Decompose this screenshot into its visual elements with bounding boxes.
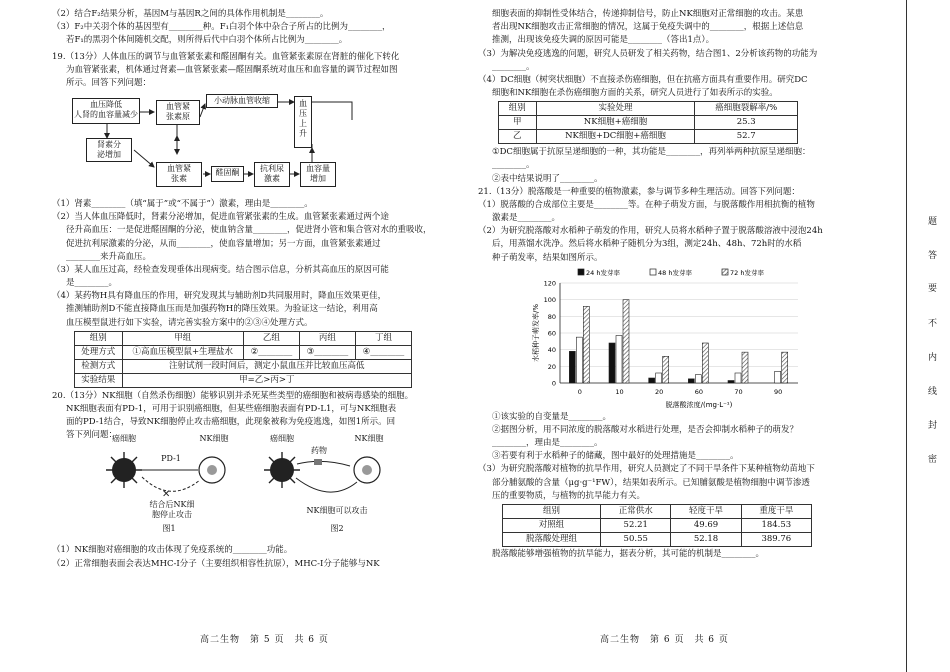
table-cell: NK细胞+DC细胞+癌细胞: [536, 130, 695, 144]
text-line: 种子萌发率，结果如图所示。: [492, 252, 603, 263]
box-angiotensin: 血管紧 张素: [156, 162, 202, 187]
table-cell: 检测方式: [75, 359, 123, 373]
q20-4-and-q21: [478, 146, 868, 265]
bar-2: [782, 352, 788, 383]
text-line: 20.（13分）NK细胞（自然杀伤细胞）能够识别并杀死某些类型的癌细胞和被病毒感染的细胞。: [52, 390, 414, 401]
label-nk-stop: 结合后NK细 胞停止攻击: [149, 500, 195, 520]
text-line: 面的PD-1结合，导致NK细胞停止攻击癌细胞，此现象被称为免疫逃逸，如图1所示。回: [66, 417, 396, 428]
binding-char: 内: [928, 353, 938, 363]
table-row: [75, 359, 412, 373]
q19-intro: [52, 51, 440, 91]
text-line: 脱落酸能够增强植物的抗旱能力，据表分析，其可能的机制是________。: [492, 548, 765, 559]
bar-0: [609, 343, 615, 383]
text-line: （4）DC细胞（树突状细胞）不直接杀伤癌细胞，但在抗癌方面具有重要作用。研究DC: [478, 74, 808, 85]
y-tick-label: 60: [547, 329, 556, 338]
text-line: 细胞和NK细胞在杀伤癌细胞方面的关系，研究人员进行了如表所示的实验。: [492, 88, 778, 99]
table-cell: ③________: [299, 345, 355, 359]
table-row: [75, 345, 412, 359]
box-adh: 抗利尿 激素: [254, 162, 290, 187]
q20-continued: [478, 8, 868, 100]
label-nk-cell: NK细胞: [354, 434, 384, 444]
text-line: ________，理由是________。: [492, 438, 603, 449]
text-line: ③若要有利于水稻种子的储藏，图中最好的处理措施是________。: [492, 451, 739, 462]
label-cancer-cell: 癌细胞: [112, 434, 136, 444]
table-cell: 实验处理: [536, 102, 695, 116]
table-cell: 组别: [75, 331, 123, 345]
table-cell: 对照组: [503, 518, 601, 532]
table-row: [503, 504, 812, 518]
legend-label: 24 h发芽率: [586, 268, 620, 277]
text-line: （3）为解决免疫逃逸的问题，研究人员研发了相关药物，结合图1、2分析该药物的功能为: [478, 48, 818, 59]
q19-table: [74, 331, 412, 388]
x-tick-label: 20: [655, 387, 664, 396]
svg-text:✕: ✕: [162, 489, 171, 501]
right-column: [478, 8, 868, 561]
binding-char: 题: [928, 217, 938, 227]
text-line: （4）某药物H具有降血压的作用，研究发现其与辅助剂D共同服用时，降血压效果更佳，: [52, 291, 387, 302]
bar-1: [616, 335, 622, 383]
y-tick-label: 0: [551, 379, 556, 388]
box-angiotensinogen: 血管紧 张素原: [156, 100, 200, 125]
bar-1: [775, 371, 781, 383]
nk-figures: [82, 434, 412, 540]
x-axis-label: 脱落酸浓度/(mg·L⁻¹): [665, 400, 733, 409]
nk-cell-2: [354, 457, 380, 483]
text-line: （2）为研究脱落酸对水稻种子萌发的作用，研究人员将水稻种子置于脱落酸溶液中浸泡24h: [478, 226, 823, 237]
text-line: 部分脯氨酸的含量（μg·g⁻¹FW），结果如表所示。已知脯氨酸是植物细胞中调节渗透: [492, 477, 810, 488]
text-line: （1）NK细胞对癌细胞的攻击体现了免疫系统的________功能。: [52, 545, 293, 556]
text-line: （1）脱落酸的合成部位主要是________等。在种子萌发方面，与脱落酸作用相抗衡的植物: [478, 199, 815, 210]
bar-0: [688, 379, 694, 383]
q19-questions: [52, 198, 440, 330]
page-footer: 高二生物 第 6 页 共 6 页: [600, 635, 729, 645]
text-line: ②表中结果说明了________。: [492, 173, 603, 184]
text-line: 21.（13分）脱落酸是一种重要的植物激素，参与调节多种生理活动。回答下列问题：: [478, 186, 800, 197]
table-cell: NK细胞+癌细胞: [536, 116, 695, 130]
binding-char: 线: [928, 387, 938, 397]
bar-0: [569, 351, 575, 383]
figure-1-caption: 图1: [162, 524, 176, 534]
bar-2: [663, 356, 669, 383]
binding-char: 封: [928, 421, 938, 431]
text-line: （1）肾素________（填“属于”或“不属于”）激素，理由是________。: [52, 199, 313, 210]
text-line: 答下列问题：: [66, 430, 118, 441]
text-line: 是________。: [66, 278, 118, 289]
table-cell: 52.7: [695, 130, 798, 144]
table-cell: 52.21: [601, 518, 671, 532]
text-line: 推测，出现该免疫失调的原因可能是________（答出1点）。: [492, 35, 715, 46]
table-cell: 脱落酸处理组: [503, 532, 601, 546]
table-cell: ④________: [355, 345, 411, 359]
table-cell: 正常供水: [601, 504, 671, 518]
dc-nk-table: [498, 101, 798, 144]
binding-line: [906, 0, 907, 672]
germination-bar-chart: [518, 265, 818, 411]
nk-cell-1: [199, 457, 225, 483]
text-line: （2）正常细胞表面会表达MHC-Ⅰ分子（主要组织相容性抗原），MHC-Ⅰ分子能够与NK: [52, 558, 380, 569]
table-cell: 25.3: [695, 116, 798, 130]
box-vasoconstriction: 小动脉血管收缩: [206, 94, 278, 108]
text-line: ________。: [492, 160, 535, 171]
cell-drawings: [82, 442, 412, 540]
box-aldosterone: 醛固酮: [211, 166, 244, 182]
x-tick-label: 90: [774, 387, 783, 396]
table-cell: 组别: [503, 504, 601, 518]
box-blood-volume: 血容量 增加: [300, 162, 336, 187]
text-line: 推测辅助剂D不能直接降血压而是加强药物H的降压效果。为验证这一结论，利用高: [66, 304, 378, 315]
table-row: [75, 331, 412, 345]
q20-questions: [52, 544, 440, 570]
text-line: 激素是________。: [492, 213, 561, 224]
text-line: ①该实验的自变量是________。: [492, 411, 612, 422]
table-cell: 癌细胞裂解率/%: [695, 102, 798, 116]
text-line: （3）F₂中关羽个体的基因型有________种。F₁白羽个体中杂合子所占的比例为________，: [52, 22, 391, 33]
legend-label: 48 h发芽率: [658, 268, 692, 277]
table-row: [499, 116, 798, 130]
y-tick-label: 20: [547, 362, 556, 371]
label-cancer-cell: 癌细胞: [270, 434, 294, 444]
label-pd1: PD-1: [161, 454, 181, 464]
text-line: （2）结合F₂结果分析，基因M与基因R之间的具体作用机制是________。: [52, 9, 329, 19]
table-row: [499, 102, 798, 116]
bar-1: [576, 337, 582, 383]
table-cell: 49.69: [671, 518, 741, 532]
table-cell: 处理方式: [75, 345, 123, 359]
figure-2-caption: 图2: [330, 524, 344, 534]
text-line: ________。: [492, 61, 535, 72]
label-nk-attack: NK细胞可以攻击: [306, 506, 368, 516]
binding-char: 密: [928, 455, 938, 465]
table-cell: 丙组: [299, 331, 355, 345]
y-tick-label: 40: [547, 345, 556, 354]
x-tick-label: 0: [577, 387, 582, 396]
y-tick-label: 100: [543, 295, 556, 304]
x-tick-label: 70: [734, 387, 743, 396]
legend-swatch: [578, 269, 584, 275]
table-cell: 重度干旱: [741, 504, 811, 518]
proline-table: [502, 504, 812, 547]
text-line: 压的重要物质，与植物的抗旱能力有关。: [492, 490, 646, 501]
table-cell: 实验结果: [75, 373, 123, 387]
label-nk-cell: NK细胞: [199, 434, 229, 444]
table-row: [75, 373, 412, 387]
x-tick-label: 10: [615, 387, 624, 396]
text-line: ②据图分析，用不同浓度的脱落酸对水稻进行处理，是否会抑制水稻种子的萌发？: [492, 424, 799, 435]
bar-2: [702, 343, 708, 383]
table-cell: 甲: [499, 116, 537, 130]
text-line: 者出现NK细胞攻击正常细胞的情况，这属于免疫失调中的________，根据上述信息: [492, 22, 804, 33]
table-row: [503, 532, 812, 546]
y-axis-label: 水稻种子萌发率/%: [532, 303, 540, 362]
text-line: 若F₁的黑羽个体间随机交配，则所得后代中白羽个体所占比例为________。: [66, 35, 348, 46]
bar-2: [623, 299, 629, 382]
legend-label: 72 h发芽率: [730, 268, 764, 277]
text-line: 径升高血压：一是促进醛固酮的分泌，使血钠含量________，促进肾小管和集合管对水的重吸收，: [66, 225, 432, 236]
label-drug: 药物: [311, 446, 327, 456]
table-cell: 52.18: [671, 532, 741, 546]
box-bp-increase: 血压上升: [294, 96, 312, 148]
table-cell: ①高血压模型鼠+生理盐水: [122, 345, 243, 359]
table-cell: 组别: [499, 102, 537, 116]
table-cell: 轻度干旱: [671, 504, 741, 518]
binding-char: 答: [928, 251, 938, 261]
y-tick-label: 120: [543, 279, 556, 288]
q21-2-subquestions: [478, 411, 868, 503]
table-cell: 甲组: [122, 331, 243, 345]
table-row: [503, 518, 812, 532]
cancer-cell-2: [264, 452, 300, 488]
text-line: NK细胞表面有PD-1，可用于识别癌细胞，但某些癌细胞表面有PD-L1，可与NK细胞表: [66, 403, 397, 414]
table-cell: 184.53: [741, 518, 811, 532]
bar-0: [728, 380, 734, 383]
table-cell: 注射试剂一段时间后，测定小鼠血压并比较血压高低: [122, 359, 411, 373]
raas-flow-diagram: [72, 92, 402, 194]
text-line: 血压模型鼠进行如下实验，请完善实验方案中的②③④处理方式。: [66, 317, 313, 328]
text-line: （3）某人血压过高，经检查发现垂体出现病变。结合图示信息，分析其高血压的原因可能: [52, 264, 389, 275]
binding-char: 不: [928, 319, 938, 329]
table-cell: 乙组: [243, 331, 299, 345]
left-column: [52, 8, 440, 571]
bar-1: [656, 373, 662, 383]
page-footer: 高二生物 第 5 页 共 6 页: [200, 635, 329, 645]
table-cell: 丁组: [355, 331, 411, 345]
table-row: [499, 130, 798, 144]
bar-1: [695, 374, 701, 382]
table-cell: 389.76: [741, 532, 811, 546]
cancer-cell-1: [106, 452, 142, 488]
text-line: 所示。回答下列问题：: [66, 77, 152, 88]
text-line: ①DC细胞属于抗原呈递细胞的一种，其功能是________，再列举两种抗原呈递细胞：: [492, 147, 811, 158]
text-line: 19.（13分）人体血压的调节与血管紧张素和醛固酮有关。血管紧张素原在肾脏的催化下转化: [52, 51, 400, 62]
box-renin: 肾素分 泌增加: [86, 138, 132, 162]
bar-2: [583, 306, 589, 383]
text-line: （3）为研究脱落酸对植物的抗旱作用，研究人员测定了不同干旱条件下某种植物幼苗地下: [478, 464, 815, 475]
text-line: 后，用蒸馏水洗净。然后将水稻种子随机分为3组，测定24h、48h、72h时的水稻: [492, 239, 802, 250]
table-cell: 乙: [499, 130, 537, 144]
bar-2: [742, 352, 748, 383]
y-tick-label: 80: [547, 312, 556, 321]
bar-0: [649, 378, 655, 383]
q18-remaining: [52, 8, 440, 48]
x-tick-label: 60: [694, 387, 703, 396]
drug-molecule: [314, 459, 322, 465]
text-line: 促进抗利尿激素的分泌，从而________，使血容量增加；另一方面，血管紧张素通过: [66, 238, 381, 249]
text-line: 细胞表面的抑制性受体结合，传递抑制信号，防止NK细胞对正常细胞的攻击。某患: [492, 9, 804, 19]
box-bp-decrease: 血压降低 人肾的血容量减少: [72, 98, 140, 124]
legend-swatch: [722, 269, 728, 275]
text-line: （2）当人体血压降低时，肾素分泌增加，促进血管紧张素的生成。血管紧张素通过两个途: [52, 212, 389, 223]
text-line: 为血管紧张素，机体通过肾素—血管紧张素—醛固酮系统对血压和血容量的调节过程如图: [66, 64, 398, 75]
table-cell: 甲=乙>丙>丁: [122, 373, 411, 387]
binding-char: 要: [928, 284, 938, 294]
table-cell: 50.55: [601, 532, 671, 546]
legend-swatch: [650, 269, 656, 275]
binding-margin: [896, 0, 950, 672]
bar-1: [735, 373, 741, 383]
table-cell: ②________: [243, 345, 299, 359]
text-line: ________来升高血压。: [66, 251, 152, 262]
